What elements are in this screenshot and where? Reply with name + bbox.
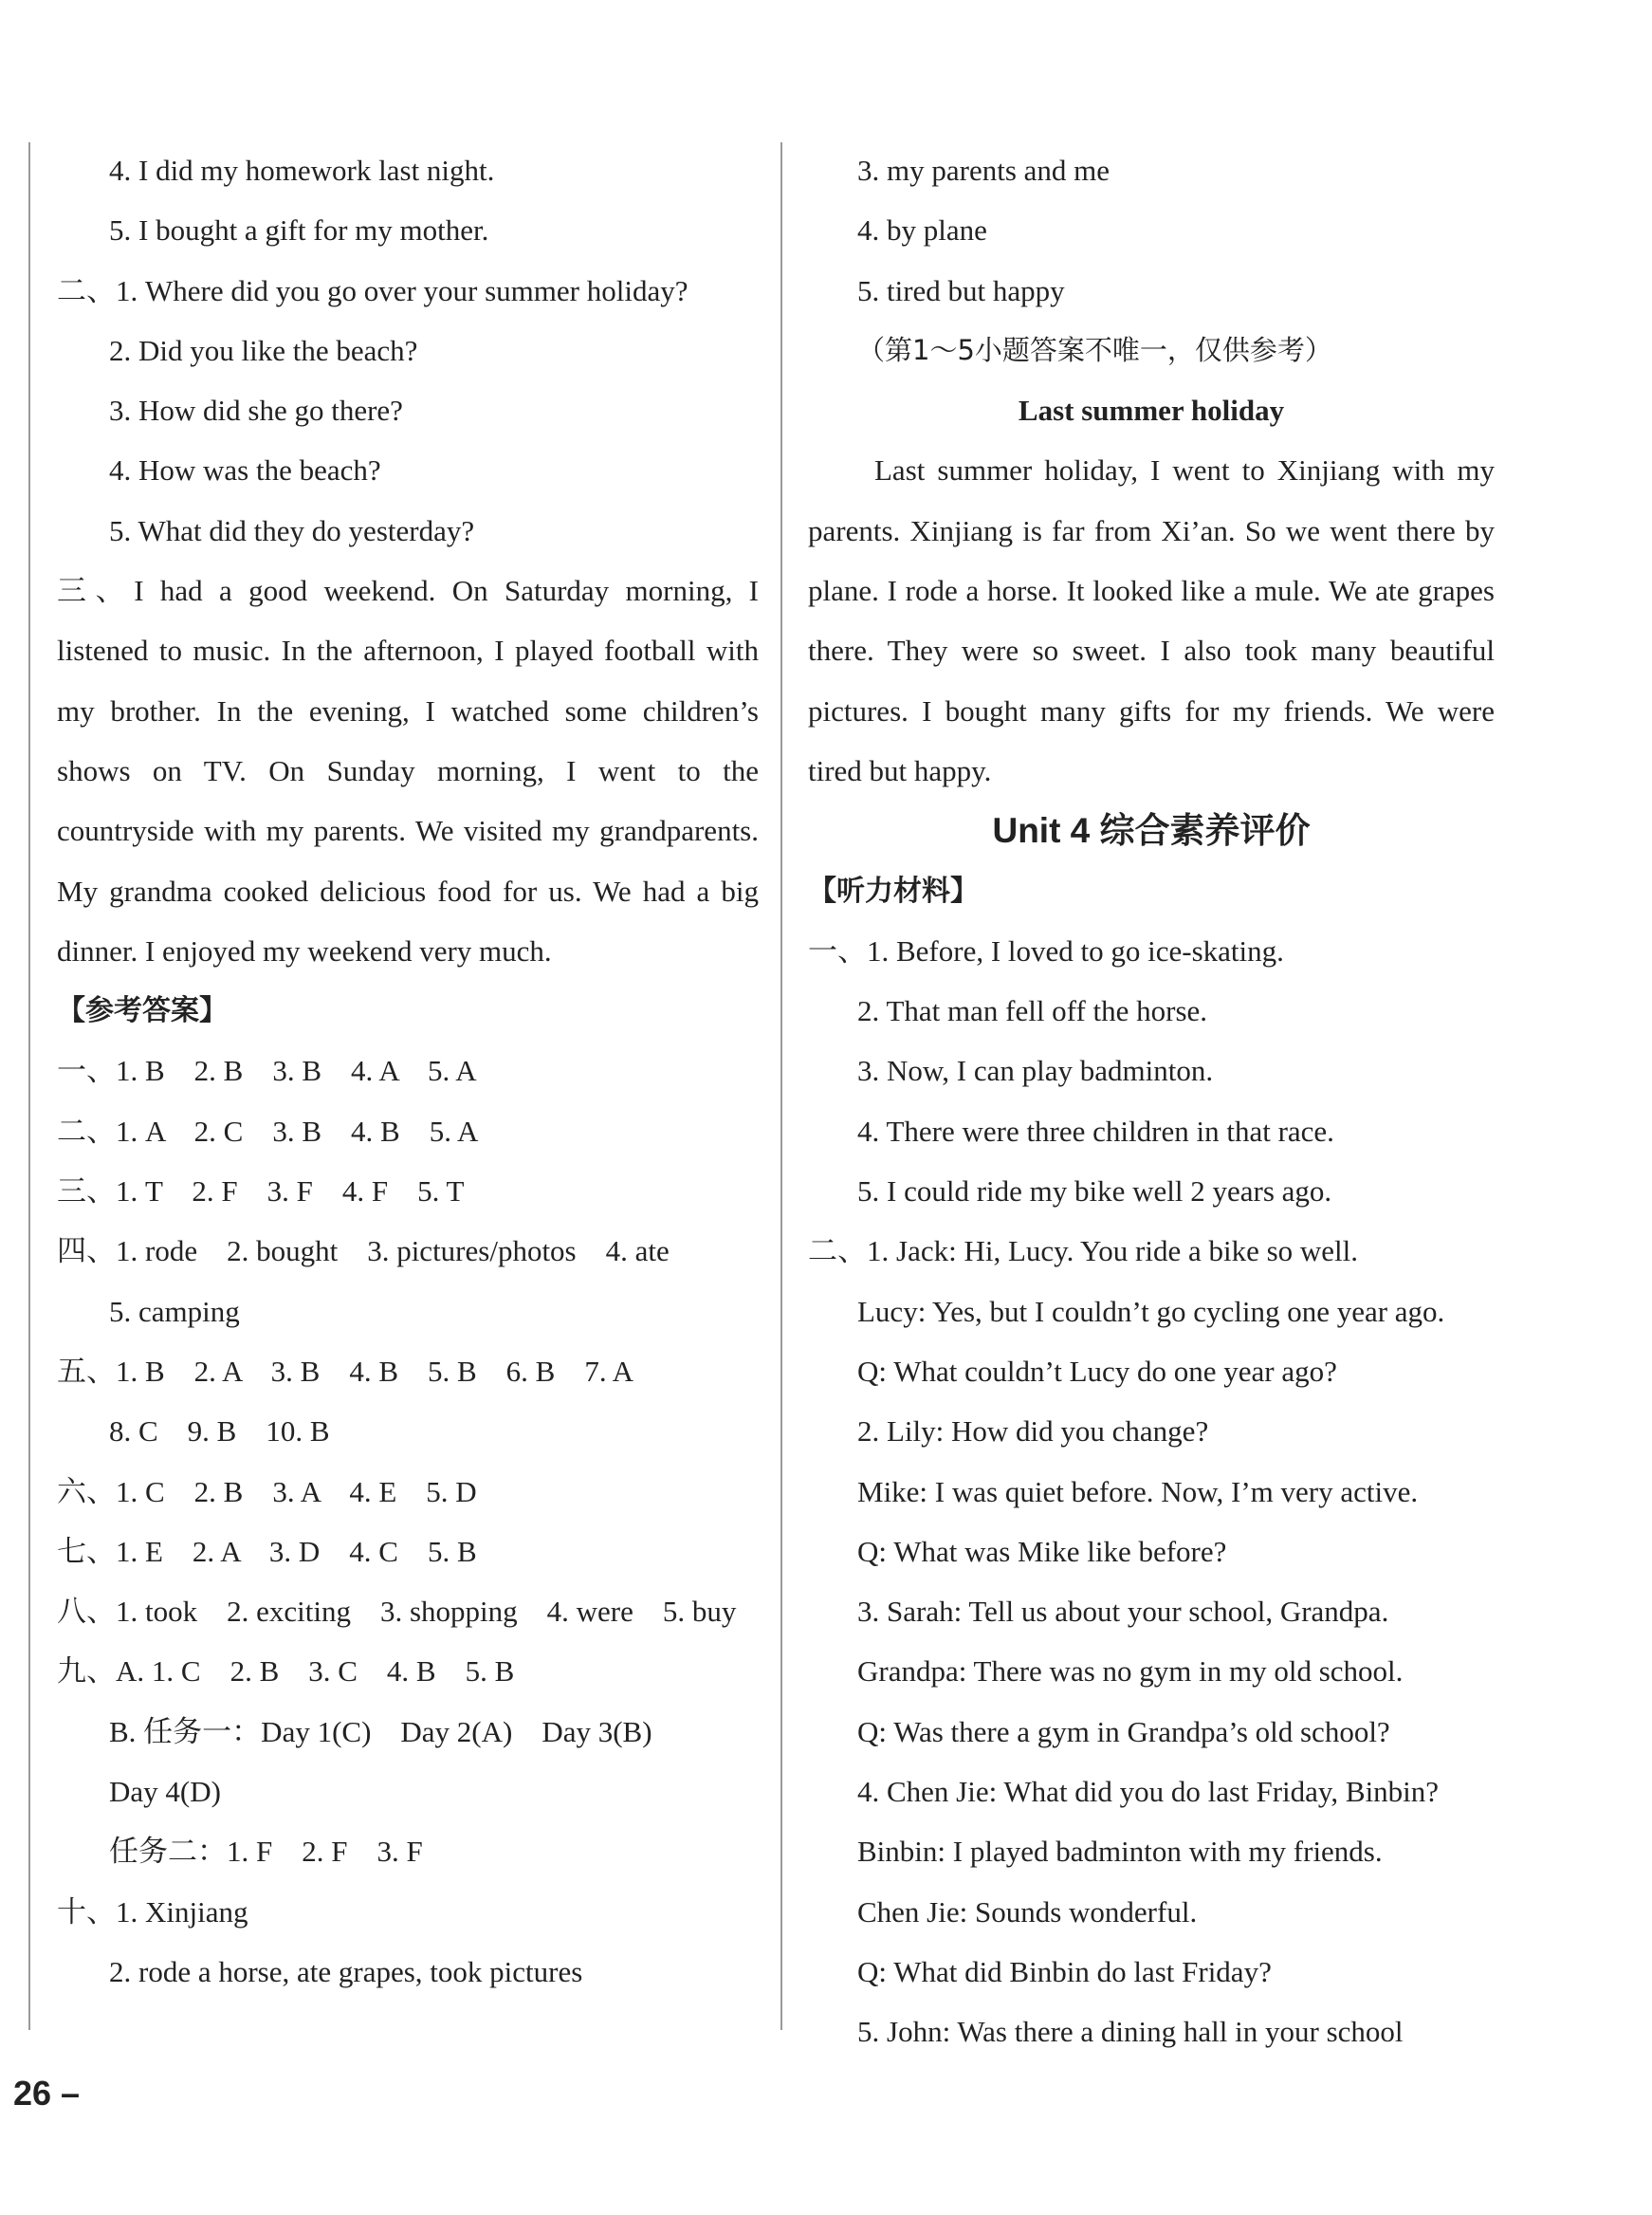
listening-line: 2. That man fell off the horse. [857,994,1208,1028]
listening-heading: 【听力材料】 [808,874,979,908]
list-item: 2. Did you like the beach? [109,333,418,367]
answer-line: 3. my parents and me [857,154,1111,187]
listening-line: Q: What was Mike like before? [857,1534,1227,1568]
answer-line: 八、1. took 2. exciting 3. shopping 4. were 5. buy [57,1595,737,1629]
answer-line: 4. by plane [857,213,987,248]
answer-line: B. 任务一：Day 1(C) Day 2(A) Day 3(B) [109,1714,652,1748]
listening-line: 5. I could ride my bike well 2 years ago. [857,1174,1332,1209]
listening-line: Binbin: I played badminton with my friends. [857,1835,1383,1869]
answer-line: 七、1. E 2. A 3. D 4. C 5. B [57,1534,477,1568]
list-item: 3. How did she go there? [109,394,403,428]
answers-heading: 【参考答案】 [57,994,228,1028]
section-3-paragraph: 三、I had a good weekend. On Saturday morning, I listened to music. In the afternoon, I played football with my brother. In the evening, I watched some children’s shows on TV. On Sunday morning, I went to the countryside with my parents. We visited my grandparents. My grandma cooked delicious food for us. We had a big dinner. I enjoyed my weekend very much. [57,574,759,968]
list-item: 5. I bought a gift for my mother. [109,213,489,248]
listening-line: 一、1. Before, I loved to go ice-skating. [808,933,1284,968]
unit-title: Unit 4 综合素养评价 [992,811,1311,851]
answer-line: 5. camping [109,1294,240,1328]
list-item: 4. How was the beach? [109,453,381,488]
right-column [808,140,1495,2062]
essay-paragraph: Last summer holiday, I went to Xinjiang with my parents. Xinjiang is far from Xi’an. So we went there by plane. I rode a horse. It looked like a mule. We ate grapes there. They were so sweet. I also took many beautiful pictures. I bought many gifts for my friends. We were tired but happy. [808,453,1495,787]
listening-line: Q: What did Binbin do last Friday? [857,1954,1272,1988]
answer-line: 四、1. rode 2. bought 3. pictures/photos 4. ate [57,1234,670,1268]
answer-line: 五、1. B 2. A 3. B 4. B 5. B 6. B 7. A [57,1354,634,1388]
column-divider [780,142,782,2030]
answer-note: （第1～5小题答案不唯一，仅供参考） [857,333,1332,366]
listening-line: Mike: I was quiet before. Now, I’m very active. [857,1474,1419,1508]
answer-line: Day 4(D) [109,1775,221,1809]
answer-line: 三、1. T 2. F 3. F 4. F 5. T [57,1174,465,1209]
answer-line: 8. C 9. B 10. B [109,1414,330,1449]
listening-line: 4. There were three children in that race. [857,1114,1334,1148]
listening-line: Q: What couldn’t Lucy do one year ago? [857,1354,1337,1388]
answer-line: 二、1. A 2. C 3. B 4. B 5. A [57,1114,479,1148]
left-column [57,140,759,2002]
listening-line: Grandpa: There was no gym in my old school. [857,1654,1404,1689]
essay-title: Last summer holiday [1018,394,1285,428]
listening-line: Q: Was there a gym in Grandpa’s old school? [857,1714,1390,1748]
listening-line: Chen Jie: Sounds wonderful. [857,1894,1198,1929]
list-item: 4. I did my homework last night. [109,154,495,187]
answer-line: 任务二：1. F 2. F 3. F [109,1835,423,1869]
section-2-first-item: 二、1. Where did you go over your summer holiday? [57,273,688,307]
listening-line: 3. Now, I can play badminton. [857,1054,1214,1088]
listening-line: 5. John: Was there a dining hall in your school [857,2015,1404,2049]
listening-line: Lucy: Yes, but I couldn’t go cycling one year ago. [857,1294,1445,1328]
answer-line: 九、A. 1. C 2. B 3. C 4. B 5. B [57,1654,515,1689]
listening-line: 2. Lily: How did you change? [857,1414,1209,1449]
left-margin-rule [28,142,30,2030]
listening-line: 4. Chen Jie: What did you do last Friday, Binbin? [857,1775,1440,1809]
answer-line: 六、1. C 2. B 3. A 4. E 5. D [57,1474,477,1508]
answer-line: 5. tired but happy [857,273,1065,307]
answer-line: 2. rode a horse, ate grapes, took pictures [109,1954,583,1988]
page-number: 26 – [13,2074,81,2113]
answer-line: 一、1. B 2. B 3. B 4. A 5. A [57,1054,477,1088]
listening-line: 3. Sarah: Tell us about your school, Grandpa. [857,1595,1389,1629]
listening-line: 二、1. Jack: Hi, Lucy. You ride a bike so well. [808,1234,1359,1268]
list-item: 5. What did they do yesterday? [109,513,475,547]
answer-line: 十、1. Xinjiang [57,1894,248,1929]
